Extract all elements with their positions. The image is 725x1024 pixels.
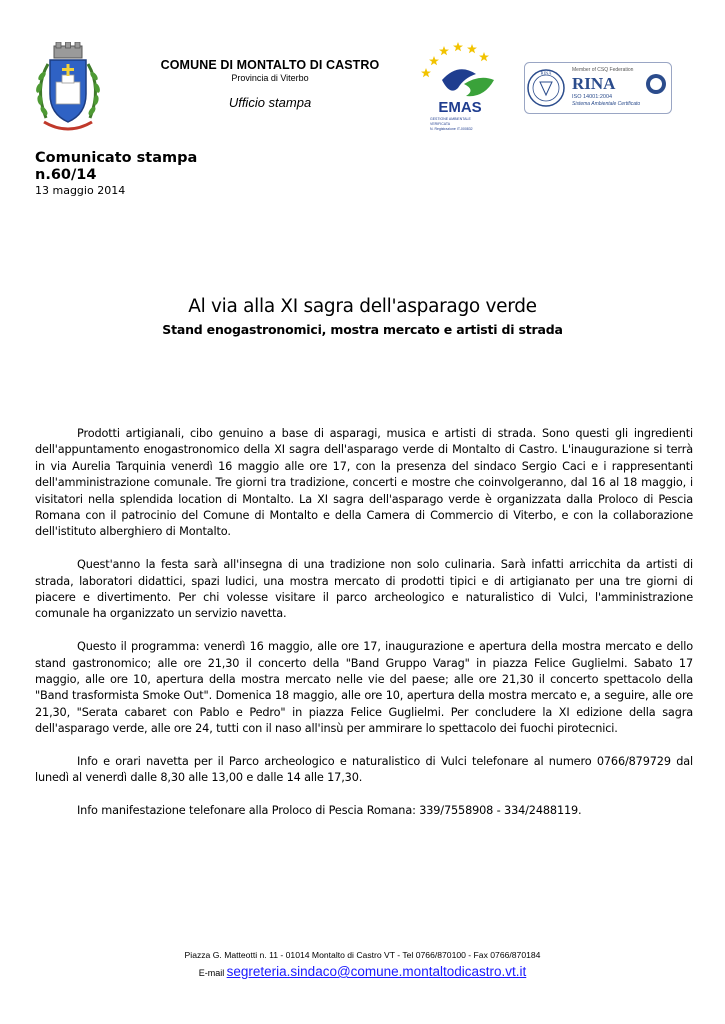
rina-wordmark: RINA [572, 74, 616, 93]
organization-name: COMUNE DI MONTALTO DI CASTRO [160, 58, 380, 72]
rina-certification-logo-icon [524, 62, 672, 114]
paragraph: Info e orari navetta per il Parco archeologico e naturalistico di Vulci telefonare al numero 0766/879729 dal lunedì al venerdì dalle 8,30 alle 13,00 e dalle 14 alle 17,30. [35, 755, 693, 785]
svg-text:Sistema Ambientale Certificato: Sistema Ambientale Certificato [572, 101, 641, 107]
headline: Al via alla XI sagra dell'asparago verde [188, 296, 537, 317]
svg-text:ISO 14001:2004: ISO 14001:2004 [572, 94, 613, 100]
email-label: E-mail [198, 968, 225, 978]
province-name: Provincia di Viterbo [231, 73, 309, 83]
email-link[interactable]: segreteria.sindaco@comune.montaltodicastro.vt.it [226, 964, 527, 979]
emas-logo-icon [418, 40, 502, 136]
emas-wordmark: EMAS [438, 99, 482, 116]
press-release-date: 13 maggio 2014 [35, 184, 126, 197]
footer [0, 950, 725, 979]
paragraph: Info manifestazione telefonare alla Proloco di Pescia Romana: 339/7558908 - 334/2488119. [77, 804, 582, 818]
paragraph: Quest'anno la festa sarà all'insegna di una tradizione non solo culinaria. Sarà infatti arricchita da artisti di strada, laboratori didattici, spazi ludici, una mostra mercato di prodotti tipici e di artigianato per una tre giorni di piacere e divertimento. Per chi volesse visitare il parco archeologico e naturalistico di Vulci, l'amministrazione comunale ha organizzato un servizio navetta. [35, 558, 693, 621]
subheadline: Stand enogastronomici, mostra mercato e artisti di strada [162, 322, 563, 337]
footer-address: Piazza G. Matteotti n. 11 - 01014 Montalto di Castro VT - Tel 0766/870100 - Fax 0766/870184 [184, 950, 541, 960]
office-name: Ufficio stampa [228, 95, 312, 110]
svg-text:VERIFICATA: VERIFICATA [430, 122, 451, 126]
press-release-title: Comunicato stampa [35, 150, 198, 166]
svg-text:Member of CSQ Federation: Member of CSQ Federation [572, 67, 634, 73]
svg-text:RINA: RINA [540, 70, 552, 76]
svg-text:N. Registrazione IT-000832: N. Registrazione IT-000832 [430, 127, 473, 131]
press-release-label [35, 150, 197, 198]
paragraph: Questo il programma: venerdì 16 maggio, alle ore 17, inaugurazione e apertura della mostra mercato e dello stand gastronomico; alle ore 21,30 il concerto della "Band Gruppo Varag" in piazza Felice Guglielmi. Sabato 17 maggio, alle ore 10, apertura della mostra mercato nelle vie del paese; alle ore 21,30 il concerto spettacolo della "Band trasformista Smoke Out". Domenica 18 maggio, alle ore 10, apertura della mostra mercato e, a seguire, alle ore 21,30, "Serata cabaret con Pablo e Pedro" in piazza Felice Guglielmi. Per concludere la XI edizione della sagra dell'asparago verde, alle ore 24, tutti con il naso all'insù per ammirare lo spettacolo dei fuochi pirotecnici. [35, 640, 693, 736]
paragraph: Prodotti artigianali, cibo genuino a base di asparagi, musica e artisti di strada. Sono questi gli ingredienti dell'appuntamento enogastronomico della XI sagra dell'asparago verde di Montalto di Castro. L'inaugurazione si terrà in via Aurelia Tarquinia venerdì 16 maggio alle ore 17, con la presenza del sindaco Sergio Caci e i rappresentanti dell'amministrazione comunale. Tre giorni tra tradizione, concerti e mostre che coinvolgeranno, dal 16 al 18 maggio, i visitatori nella splendida location di Montalto. La XI sagra dell'asparago verde è organizzata dalla Proloco di Pescia Romana con il patrocinio del Comune di Montalto e della Camera di Commercio di Viterbo, e con la collaborazione dell'istituto alberghiero di Montalto. [35, 427, 693, 539]
footer-email-line [0, 964, 725, 979]
svg-text:GESTIONE AMBIENTALE: GESTIONE AMBIENTALE [430, 117, 471, 121]
press-release-number: n.60/14 [35, 167, 97, 183]
article-body [35, 426, 693, 836]
municipal-crest-icon [30, 42, 106, 136]
header-organization [140, 58, 400, 110]
